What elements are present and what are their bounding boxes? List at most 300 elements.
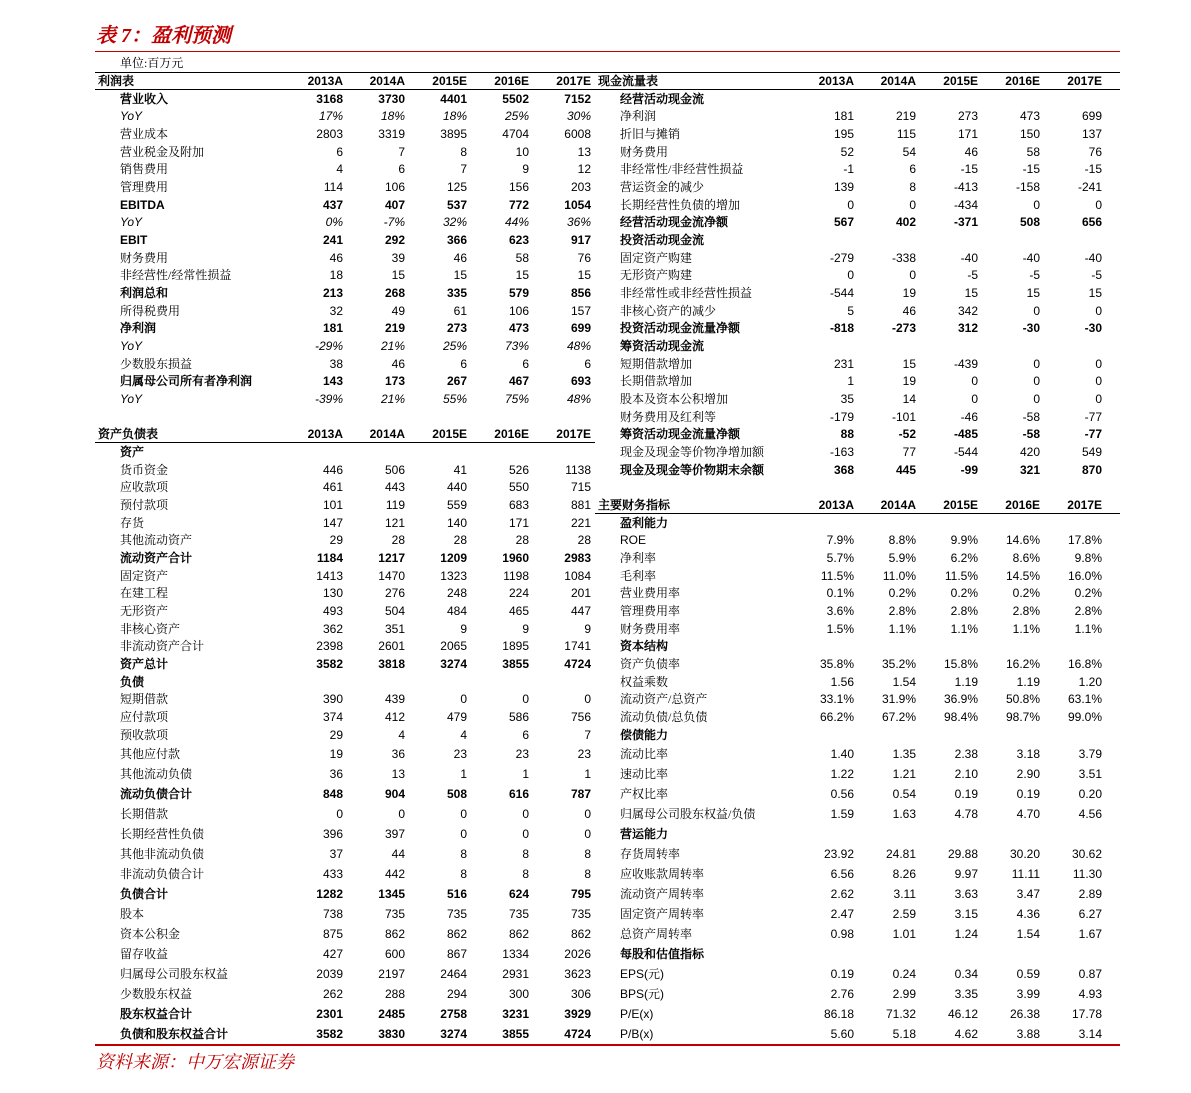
- table-row: [95, 408, 1120, 426]
- row-label: 筹资活动现金流量净额: [620, 427, 741, 442]
- value-cell: 506: [384, 462, 405, 477]
- value-cell: 6: [460, 356, 467, 371]
- value-cell: 23: [577, 746, 591, 761]
- source-note: 资料来源：中万宏源证券: [96, 1052, 294, 1072]
- value-cell: 10: [515, 144, 529, 159]
- year-header: 2014A: [369, 73, 405, 88]
- row-label: 权益乘数: [620, 674, 669, 689]
- row-label: 短期借款增加: [620, 356, 693, 371]
- value-cell: 1.1%: [888, 621, 916, 636]
- value-cell: 28: [453, 533, 467, 548]
- row-label: 流动资产合计: [120, 550, 193, 565]
- value-cell: 21%: [380, 338, 405, 353]
- value-cell: 600: [384, 946, 405, 961]
- value-cell: -439: [953, 356, 978, 371]
- value-cell: 447: [570, 603, 591, 618]
- table-row: [95, 904, 1120, 924]
- value-cell: 870: [1081, 462, 1102, 477]
- row-label: YoY: [120, 109, 143, 124]
- value-cell: 623: [508, 232, 529, 247]
- balance-sheet-row: [95, 531, 595, 549]
- value-cell: 1054: [564, 197, 591, 212]
- value-cell: 8: [522, 866, 529, 881]
- value-cell: 508: [446, 786, 467, 801]
- row-label: 偿债能力: [620, 727, 669, 742]
- key-indicators-row: [595, 1004, 1120, 1024]
- table-row: [95, 461, 1120, 479]
- value-cell: 2.8%: [1012, 603, 1040, 618]
- row-label: 非流动资产合计: [120, 639, 205, 654]
- value-cell: 46: [964, 144, 978, 159]
- key-indicators-row: [595, 602, 1120, 620]
- value-cell: 4.93: [1078, 986, 1102, 1001]
- cash-flow-row: [595, 107, 1120, 125]
- row-label: P/E(x): [620, 1006, 654, 1021]
- value-cell: 549: [1081, 444, 1102, 459]
- value-cell: 0: [1095, 303, 1102, 318]
- cash-flow-row: [595, 284, 1120, 302]
- row-label: 财务费用及红利等: [620, 409, 717, 424]
- value-cell: 276: [384, 586, 405, 601]
- value-cell: 579: [508, 285, 529, 300]
- value-cell: 1323: [440, 568, 467, 583]
- value-cell: 1960: [502, 550, 529, 565]
- table-row: [95, 1024, 1120, 1044]
- value-cell: 735: [570, 906, 591, 921]
- key-indicators-row: [595, 726, 1120, 744]
- table-row: [95, 924, 1120, 944]
- value-cell: 5.18: [892, 1026, 916, 1041]
- table-row: [95, 478, 1120, 496]
- value-cell: -371: [953, 215, 978, 230]
- value-cell: 13: [577, 144, 591, 159]
- balance-sheet-row: [95, 784, 595, 804]
- value-cell: 25%: [504, 109, 529, 124]
- balance-sheet-row: [95, 864, 595, 884]
- value-cell: 203: [570, 179, 591, 194]
- value-cell: 7: [398, 144, 405, 159]
- value-cell: 8.8%: [888, 533, 916, 548]
- row-label: 货币资金: [120, 462, 169, 477]
- value-cell: 7.9%: [826, 533, 854, 548]
- value-cell: 5: [847, 303, 854, 318]
- value-cell: 537: [446, 197, 467, 212]
- value-cell: 1.1%: [950, 621, 978, 636]
- row-label: 应收账款周转率: [620, 866, 705, 881]
- cash-flow-row: [595, 372, 1120, 390]
- value-cell: 735: [508, 906, 529, 921]
- value-cell: 55%: [442, 391, 467, 406]
- table-row: [95, 824, 1120, 844]
- value-cell: 58: [1026, 144, 1040, 159]
- value-cell: 0: [522, 692, 529, 707]
- value-cell: 0: [584, 826, 591, 841]
- value-cell: 550: [508, 480, 529, 495]
- value-cell: 699: [1081, 109, 1102, 124]
- value-cell: 4724: [564, 657, 591, 671]
- value-cell: 2464: [440, 966, 467, 981]
- value-cell: 4.62: [954, 1026, 978, 1041]
- cash-flow-row: [595, 160, 1120, 178]
- value-cell: 106: [384, 179, 405, 194]
- value-cell: 559: [446, 497, 467, 512]
- income-statement-row: [95, 213, 595, 231]
- year-header: 2017E: [556, 427, 591, 442]
- value-cell: 63.1%: [1067, 692, 1102, 707]
- value-cell: -15: [960, 162, 978, 177]
- value-cell: 2026: [564, 946, 591, 961]
- value-cell: 143: [322, 374, 343, 389]
- row-label: 固定资产购建: [620, 250, 693, 265]
- balance-sheet-row: [95, 496, 595, 514]
- year-header: 2016E: [494, 427, 529, 442]
- cash-flow-row: [595, 302, 1120, 320]
- table-row: [95, 531, 1120, 549]
- table-row: [95, 178, 1120, 196]
- value-cell: 11.30: [1072, 866, 1102, 881]
- value-cell: 2.8%: [888, 603, 916, 618]
- value-cell: 881: [570, 497, 591, 512]
- year-header: 2017E: [1067, 497, 1102, 512]
- row-label: 负债和股东权益合计: [120, 1026, 229, 1041]
- balance-sheet-row: [95, 461, 595, 479]
- key-indicators-row: [595, 708, 1120, 726]
- value-cell: 465: [508, 603, 529, 618]
- value-cell: 2039: [316, 966, 343, 981]
- year-header: 2017E: [556, 73, 591, 88]
- value-cell: 267: [446, 374, 467, 389]
- value-cell: 1.54: [1016, 926, 1040, 941]
- value-cell: 1.40: [830, 746, 854, 761]
- value-cell: 917: [570, 232, 591, 247]
- value-cell: 756: [570, 710, 591, 725]
- value-cell: 862: [446, 926, 467, 941]
- value-cell: -30: [1084, 321, 1102, 336]
- value-cell: 6.27: [1078, 906, 1102, 921]
- value-cell: 1345: [378, 886, 405, 901]
- value-cell: 46: [329, 250, 343, 265]
- row-label: 存货周转率: [620, 846, 681, 861]
- key-indicators-row: [595, 764, 1120, 784]
- value-cell: -413: [953, 179, 978, 194]
- value-cell: 4.36: [1016, 906, 1040, 921]
- income-statement-header: [95, 72, 595, 90]
- value-cell: 11.11: [1011, 866, 1040, 881]
- income-statement-row: [95, 319, 595, 337]
- value-cell: 67.2%: [881, 710, 916, 725]
- income-statement-row: [95, 143, 595, 161]
- row-label: 毛利率: [620, 568, 657, 583]
- row-label: 少数股东权益: [120, 986, 193, 1001]
- value-cell: 656: [1081, 215, 1102, 230]
- value-cell: 21%: [380, 391, 405, 406]
- income-statement-row: [95, 178, 595, 196]
- row-label: YoY: [120, 215, 143, 230]
- value-cell: 735: [446, 906, 467, 921]
- year-header: 2013A: [818, 497, 854, 512]
- cash-flow-row: [595, 125, 1120, 143]
- value-cell: 6: [398, 162, 405, 177]
- row-label: EPS(元): [620, 966, 665, 981]
- value-cell: 9.8%: [1074, 550, 1102, 565]
- value-cell: 11.0%: [882, 568, 916, 583]
- value-cell: 13: [391, 766, 405, 781]
- value-cell: 15: [1026, 285, 1040, 300]
- table-row: [95, 302, 1120, 320]
- value-cell: 0.20: [1078, 786, 1102, 801]
- row-label: 速动比率: [620, 766, 669, 781]
- value-cell: 1.54: [892, 674, 916, 689]
- row-label: 存货: [120, 515, 145, 530]
- row-label: 少数股东损益: [120, 356, 193, 371]
- table-row: [95, 355, 1120, 373]
- value-cell: 0: [398, 806, 405, 821]
- value-cell: 46: [902, 303, 916, 318]
- value-cell: 201: [570, 586, 591, 601]
- value-cell: -179: [829, 409, 854, 424]
- row-label: 无形资产购建: [620, 268, 693, 283]
- value-cell: 2.8%: [1074, 603, 1102, 618]
- value-cell: 15: [453, 268, 467, 283]
- value-cell: 9: [522, 621, 529, 636]
- value-cell: 904: [384, 786, 405, 801]
- value-cell: 3168: [316, 91, 343, 106]
- table-row: [95, 319, 1120, 337]
- income-statement-row: [95, 355, 595, 373]
- cash-flow-row: [595, 355, 1120, 373]
- table-row: [95, 602, 1120, 620]
- table-row: [95, 90, 1120, 108]
- table-row: [95, 249, 1120, 267]
- value-cell: 351: [384, 621, 405, 636]
- value-cell: 8: [584, 846, 591, 861]
- balance-sheet-header: [95, 425, 595, 443]
- value-cell: 0.87: [1078, 966, 1102, 981]
- value-cell: 2.89: [1078, 886, 1102, 901]
- value-cell: 88: [840, 427, 854, 442]
- value-cell: -15: [1084, 162, 1102, 177]
- cash-flow-row: [595, 408, 1120, 426]
- table-row: [95, 864, 1120, 884]
- value-cell: 683: [508, 497, 529, 512]
- table-row: [95, 944, 1120, 964]
- value-cell: 437: [322, 197, 343, 212]
- row-label: 股本及资本公积增加: [620, 391, 729, 406]
- value-cell: 6.2%: [950, 550, 978, 565]
- value-cell: 321: [1019, 462, 1040, 477]
- row-label: 营业收入: [120, 91, 169, 106]
- value-cell: -5: [1091, 268, 1102, 283]
- value-cell: 6: [909, 162, 916, 177]
- table-row: [95, 691, 1120, 709]
- value-cell: -163: [829, 444, 854, 459]
- table-row: [95, 425, 1120, 443]
- value-cell: -52: [898, 427, 916, 442]
- value-cell: 440: [446, 480, 467, 495]
- value-cell: 0: [522, 806, 529, 821]
- value-cell: 26.38: [1009, 1006, 1040, 1021]
- table-row: [95, 390, 1120, 408]
- value-cell: 140: [446, 515, 467, 530]
- key-indicators-row: [595, 531, 1120, 549]
- row-label: 非经常性/非经营性损益: [620, 162, 744, 177]
- value-cell: 461: [322, 480, 343, 495]
- value-cell: 292: [384, 232, 405, 247]
- value-cell: 8: [522, 846, 529, 861]
- value-cell: 3231: [502, 1006, 529, 1021]
- value-cell: 3.15: [954, 906, 978, 921]
- value-cell: 76: [577, 250, 591, 265]
- key-indicators-row: [595, 904, 1120, 924]
- value-cell: 130: [322, 586, 343, 601]
- value-cell: 4704: [502, 126, 529, 141]
- title-rule: [95, 51, 1120, 52]
- value-cell: -101: [891, 409, 916, 424]
- value-cell: 1209: [440, 550, 467, 565]
- value-cell: 29: [329, 533, 343, 548]
- value-cell: 1895: [502, 639, 529, 654]
- value-cell: -338: [891, 250, 916, 265]
- value-cell: 3855: [502, 1026, 529, 1041]
- value-cell: 19: [902, 285, 916, 300]
- value-cell: 48%: [566, 391, 591, 406]
- value-cell: -818: [829, 321, 854, 336]
- year-header: 2017E: [1067, 73, 1102, 88]
- value-cell: 1198: [503, 568, 529, 583]
- table-row: [95, 984, 1120, 1004]
- value-cell: -241: [1077, 179, 1102, 194]
- value-cell: 443: [384, 480, 405, 495]
- income-statement-row: [95, 337, 595, 355]
- table-row: [95, 266, 1120, 284]
- value-cell: 0: [1095, 391, 1102, 406]
- value-cell: 6: [522, 727, 529, 742]
- cash-flow-row: [595, 319, 1120, 337]
- balance-sheet-row: [95, 514, 595, 532]
- row-label: 预收款项: [120, 727, 169, 742]
- row-label: 长期经营性负债: [120, 826, 205, 841]
- table-row: [95, 638, 1120, 656]
- value-cell: 306: [570, 986, 591, 1001]
- value-cell: 442: [384, 866, 405, 881]
- value-cell: 195: [833, 126, 854, 141]
- value-cell: 3.47: [1016, 886, 1040, 901]
- balance-sheet-row: [95, 844, 595, 864]
- key-indicators-row: [595, 514, 1120, 532]
- value-cell: 3.6%: [826, 603, 854, 618]
- value-cell: 4724: [564, 1026, 591, 1041]
- value-cell: 224: [508, 586, 529, 601]
- value-cell: 101: [322, 497, 343, 512]
- row-label: 管理费用率: [620, 603, 681, 618]
- value-cell: 5.9%: [888, 550, 916, 565]
- value-cell: 181: [322, 321, 343, 336]
- value-cell: 1.67: [1078, 926, 1102, 941]
- cash-flow-row: [595, 337, 1120, 355]
- value-cell: 137: [1081, 126, 1102, 141]
- value-cell: 29.88: [947, 846, 978, 861]
- cash-flow-row: [595, 143, 1120, 161]
- row-label: 其他应付款: [120, 746, 181, 761]
- value-cell: 1470: [378, 568, 405, 583]
- value-cell: 23.92: [823, 846, 854, 861]
- value-cell: 2931: [502, 966, 529, 981]
- value-cell: 2485: [378, 1006, 405, 1021]
- value-cell: 98.4%: [943, 710, 978, 725]
- value-cell: 856: [570, 285, 591, 300]
- value-cell: 787: [570, 786, 591, 801]
- table-row: [95, 726, 1120, 744]
- balance-sheet-row: [95, 708, 595, 726]
- table-row: [95, 337, 1120, 355]
- row-label: 财务费用: [620, 144, 669, 159]
- value-cell: 0: [1095, 356, 1102, 371]
- value-cell: 3623: [564, 966, 591, 981]
- table-row: [95, 567, 1120, 585]
- row-label: 盈利能力: [620, 515, 669, 530]
- value-cell: 3274: [440, 657, 467, 671]
- value-cell: 526: [508, 462, 529, 477]
- value-cell: 9: [460, 621, 467, 636]
- table-row: [95, 125, 1120, 143]
- row-label: 资产总计: [120, 657, 169, 671]
- value-cell: 37: [329, 846, 343, 861]
- row-label: 留存收益: [120, 946, 169, 961]
- row-label: 经营活动现金流: [620, 91, 705, 106]
- row-label: 每股和估值指标: [620, 946, 705, 961]
- value-cell: 1217: [378, 550, 405, 565]
- forecast-tables: [95, 72, 1120, 1044]
- value-cell: 44%: [504, 215, 529, 230]
- value-cell: 1: [522, 766, 529, 781]
- balance-sheet-row: [95, 1024, 595, 1044]
- balance-sheet-row: [95, 1004, 595, 1024]
- value-cell: 875: [322, 926, 343, 941]
- key-indicators-header: [595, 496, 1120, 514]
- value-cell: 0: [909, 268, 916, 283]
- value-cell: 1741: [564, 639, 591, 654]
- row-label: 非核心资产: [120, 621, 181, 636]
- blank-row-half: [95, 408, 595, 426]
- value-cell: 473: [1019, 109, 1040, 124]
- value-cell: -434: [953, 197, 978, 212]
- row-label: 利润总和: [120, 285, 169, 300]
- value-cell: 2.8%: [950, 603, 978, 618]
- value-cell: 2.62: [830, 886, 854, 901]
- year-header: 2016E: [1005, 73, 1040, 88]
- year-header: 2015E: [943, 73, 978, 88]
- value-cell: 288: [384, 986, 405, 1001]
- value-cell: 1.1%: [1012, 621, 1040, 636]
- value-cell: 31.9%: [881, 692, 916, 707]
- value-cell: 213: [322, 285, 343, 300]
- value-cell: 268: [384, 285, 405, 300]
- value-cell: 0: [584, 692, 591, 707]
- value-cell: 86.18: [823, 1006, 854, 1021]
- year-header: 2015E: [432, 73, 467, 88]
- value-cell: 5502: [502, 91, 529, 106]
- value-cell: 171: [957, 126, 978, 141]
- income-statement-row: [95, 90, 595, 108]
- row-label: YoY: [120, 391, 143, 406]
- value-cell: 1.19: [954, 674, 978, 689]
- value-cell: 24.81: [885, 846, 916, 861]
- income-statement-row: [95, 372, 595, 390]
- balance-sheet-row: [95, 638, 595, 656]
- value-cell: 171: [508, 515, 529, 530]
- value-cell: 772: [508, 197, 529, 212]
- row-label: 流动负债/总负债: [620, 710, 708, 725]
